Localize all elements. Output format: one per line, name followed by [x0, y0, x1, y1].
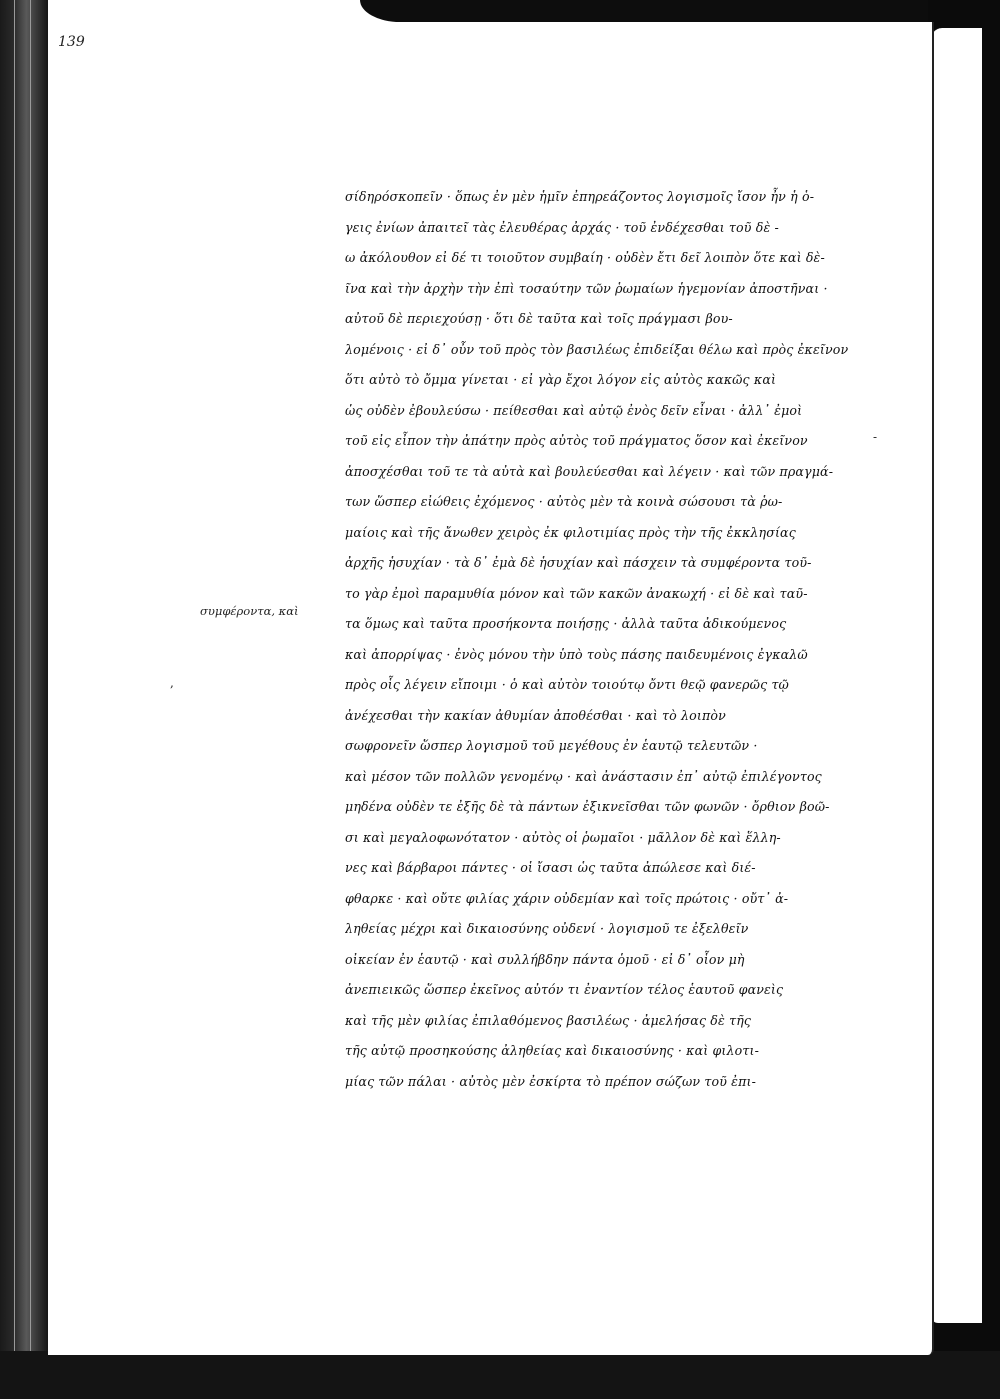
manuscript-text-block	[345, 182, 878, 1097]
text-line: τοῦ εἰς εἶπον τὴν ἀπάτην πρὸς αὐτὸς τοῦ πράγματος ὅσον καὶ ἐκεῖνον	[345, 433, 808, 448]
bottom-background-strip	[0, 1351, 1000, 1399]
folio-number: 139	[58, 34, 85, 50]
text-line: μηδένα οὐδὲν τε ἐξῆς δὲ τὰ πάντων ἐξικνεῖσθαι τῶν φωνῶν · ὄρθιον βοῶ-	[345, 799, 830, 814]
text-line: σίδηρόσκοπεῖν · ὅπως ἐν μὲν ἡμῖν ἐπηρεάζοντος λογισμοῖς ἴσον ἦν ἡ ὁ-	[345, 189, 815, 204]
facing-page-edge	[928, 28, 982, 1323]
text-line: των ὥσπερ εἰώθεις ἐχόμενος · αὐτὸς μὲν τὰ κοινὰ σώσουσι τὰ ῥω-	[345, 494, 783, 509]
text-line: ὡς οὐδὲν ἐβουλεύσω · πείθεσθαι καὶ αὐτῷ ἐνὸς δεῖν εἶναι · ἀλλ᾽ ἐμοὶ	[345, 402, 803, 418]
text-line: σωφρονεῖν ὥσπερ λογισμοῦ τοῦ μεγέθους ἐν ἑαυτῷ τελευτῶν ·	[345, 738, 758, 753]
text-line: το γὰρ ἐμοὶ παραμυθία μόνον καὶ τῶν κακῶν ἀνακωχή · εἰ δὲ καὶ ταῦ-	[345, 585, 808, 601]
margin-pen-mark: ,	[170, 676, 174, 690]
text-line: σι καὶ μεγαλοφωνότατον · αὐτὸς οἱ ῥωμαῖοι · μᾶλλον δὲ καὶ ἕλλη-	[345, 829, 781, 845]
text-line: ἀνεπιεικῶς ὥσπερ ἐκεῖνος αὐτόν τι ἐναντίον τέλος ἑαυτοῦ φανεὶς	[345, 982, 784, 997]
text-line: γεις ἐνίων ἀπαιτεῖ τὰς ἐλευθέρας ἀρχάς · τοῦ ἐνδέχεσθαι τοῦ δὲ -	[345, 219, 779, 235]
book-spine	[0, 0, 48, 1399]
text-line: οἰκείαν ἐν ἑαυτῷ · καὶ συλλήβδην πάντα ὁμοῦ · εἰ δ᾽ οἷον μὴ	[345, 951, 745, 967]
marginal-note: συμφέροντα, καὶ	[200, 604, 299, 618]
text-line: ῖνα καὶ τὴν ἀρχὴν τὴν ἐπὶ τοσαύτην τῶν ῥωμαίων ἡγεμονίαν ἀποστῆναι ·	[345, 280, 828, 296]
text-line: αὐτοῦ δὲ περιεχούσῃ · ὅτι δὲ ταῦτα καὶ τοῖς πράγμασι βου-	[345, 311, 733, 326]
text-line: καὶ μέσον τῶν πολλῶν γενομένῳ · καὶ ἀνάστασιν ἐπ᾽ αὐτῷ ἐπιλέγοντος	[345, 768, 822, 784]
text-line: τῆς αὐτῷ προσηκούσης ἀληθείας καὶ δικαιοσύνης · καὶ φιλοτι-	[345, 1043, 759, 1058]
top-background-strip	[360, 0, 1000, 22]
text-line: ἀνέχεσθαι τὴν κακίαν ἀθυμίαν ἀποθέσθαι · καὶ τὸ λοιπὸν	[345, 707, 726, 723]
text-line: νες καὶ βάρβαροι πάντες · οἱ ἴσασι ὡς ταῦτα ἀπώλεσε καὶ διέ-	[345, 860, 756, 875]
text-line: ἀποσχέσθαι τοῦ τε τὰ αὐτὰ καὶ βουλεύεσθαι καὶ λέγειν · καὶ τῶν πραγμά-	[345, 463, 834, 479]
spine-edge-line	[14, 0, 15, 1399]
text-line: ληθείας μέχρι καὶ δικαιοσύνης οὐδενί · λογισμοῦ τε ἐξελθεῖν	[345, 921, 749, 936]
text-line: καὶ ἀπορρίψας · ἐνὸς μόνου τὴν ὑπὸ τοὺς πάσης παιδευμένοις ἐγκαλῶ	[345, 646, 808, 662]
text-line: καὶ τῆς μὲν φιλίας ἐπιλαθόμενος βασιλέως · ἀμελήσας δὲ τῆς	[345, 1012, 752, 1028]
spine-edge-line	[30, 0, 31, 1399]
text-line: λομένοις · εἰ δ᾽ οὖν τοῦ πρὸς τὸν βασιλέως ἐπιδείξαι θέλω καὶ πρὸς ἐκεῖνον	[345, 341, 849, 357]
text-line: πρὸς οἷς λέγειν εἴποιμι · ὁ καὶ αὐτὸν τοιούτῳ ὄντι θεῷ φανερῶς τῷ	[345, 677, 789, 692]
text-line: ὅτι αὐτὸ τὸ ὄμμα γίνεται · εἰ γὰρ ἔχοι λόγον εἰς αὐτὸς κακῶς καὶ	[345, 372, 777, 387]
text-line: μίας τῶν πάλαι · αὐτὸς μὲν ἐσκίρτα τὸ πρέπον σώζων τοῦ ἐπι-	[345, 1073, 757, 1089]
text-line: μαίοις καὶ τῆς ἄνωθεν χειρὸς ἐκ φιλοτιμίας πρὸς τὴν τῆς ἐκκλησίας	[345, 524, 796, 540]
text-line: ω ἀκόλουθον εἰ δέ τι τοιοῦτον συμβαίη · οὐδὲν ἔτι δεῖ λοιπὸν ὅτε καὶ δὲ-	[345, 250, 825, 265]
text-line: φθαρκε · καὶ οὔτε φιλίας χάριν οὐδεμίαν καὶ τοῖς πρώτοις · οὔτ᾽ ἀ-	[345, 890, 789, 906]
text-line: ἀρχῆς ἡσυχίαν · τὰ δ᾽ ἐμὰ δὲ ἡσυχίαν καὶ πάσχειν τὰ συμφέροντα τοῦ-	[345, 555, 812, 570]
margin-pen-mark: -	[873, 430, 878, 444]
text-line: τα ὅμως καὶ ταῦτα προσήκοντα ποιήσῃς · ἀλλὰ ταῦτα ἀδικούμενος	[345, 616, 787, 631]
